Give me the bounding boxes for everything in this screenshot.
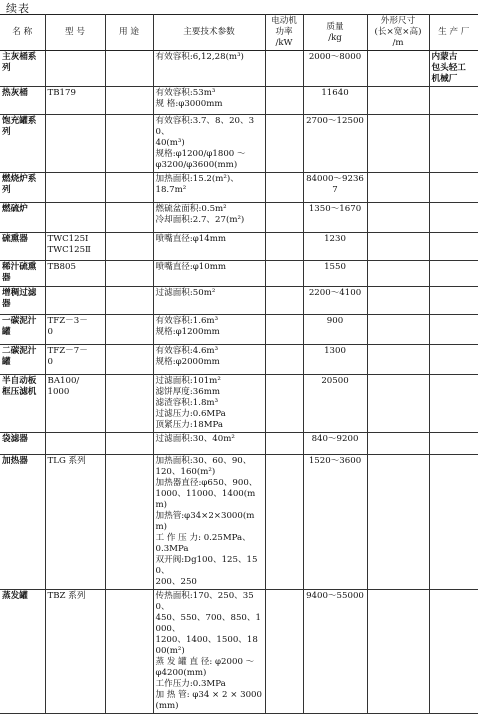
cell-dims [367,51,429,87]
cell-params: 喷嘴直径:φ10mm [153,261,265,287]
cell-power [265,287,303,315]
equipment-spec-table [0,14,478,714]
cell-params: 有效容积:53m³ 规 格:φ3000mm [153,87,265,115]
cell-model [45,433,105,455]
cell-name: 饱充罐系 列 [0,115,45,173]
cell-maker [429,375,478,433]
cell-maker [429,287,478,315]
cell-use [105,590,153,714]
cell-mass: 20500 [303,375,367,433]
cell-model: TBZ 系列 [45,590,105,714]
cell-params: 过滤面积:30、40m² [153,433,265,455]
cell-params: 有效容积:1.6m³ 规格:φ1200mm [153,315,265,345]
cell-dims [367,345,429,375]
cell-params: 有效容积:3.7、8、20、30、 40(m³) 规格:φ1200/φ1800 ～ φ3200/φ3600(mm) [153,115,265,173]
cell-use [105,375,153,433]
col-header-mass: 质量 /kg [303,15,367,51]
cell-power [265,345,303,375]
cell-use [105,433,153,455]
cell-dims [367,315,429,345]
cell-mass: 2200～4100 [303,287,367,315]
col-header-maker: 生 产 厂 [429,15,478,51]
cell-power [265,115,303,173]
cell-params: 过滤面积:50m² [153,287,265,315]
cell-maker [429,315,478,345]
cell-dims [367,433,429,455]
cell-name: 一碳泥汁 罐 [0,315,45,345]
cell-model [45,287,105,315]
table-row [0,287,478,315]
cell-model [45,173,105,203]
col-header-params: 主要技术参数 [153,15,265,51]
cell-maker [429,173,478,203]
cell-params: 有效容积:4.6m³ 规格:φ2000mm [153,345,265,375]
cell-power [265,375,303,433]
cell-model: TWC125Ⅰ TWC125Ⅱ [45,233,105,261]
cell-name: 袋滤器 [0,433,45,455]
cell-model: BA100/ 1000 [45,375,105,433]
cell-dims [367,173,429,203]
cell-maker [429,433,478,455]
cell-dims [367,375,429,433]
cell-dims [367,203,429,233]
cell-params: 有效容积:6,12,28(m³) [153,51,265,87]
table-row [0,375,478,433]
cell-use [105,233,153,261]
cell-use [105,203,153,233]
table-row [0,455,478,590]
cell-mass: 1230 [303,233,367,261]
col-header-model: 型 号 [45,15,105,51]
table-row [0,433,478,455]
cell-maker [429,233,478,261]
cell-dims [367,233,429,261]
cell-model: TB179 [45,87,105,115]
table-row [0,345,478,375]
cell-use [105,345,153,375]
cell-dims [367,115,429,173]
header-row [0,15,478,51]
cell-model [45,115,105,173]
table-row [0,261,478,287]
cell-power [265,261,303,287]
cell-params: 燃硫盆面积:0.5m² 冷却面积:2.7、27(m²) [153,203,265,233]
cell-maker: 内蒙古 包头轻工 机械厂 [429,51,478,87]
cell-maker [429,87,478,115]
cell-name: 增稠过滤 器 [0,287,45,315]
col-header-dims: 外形尺寸 (长×宽×高) /m [367,15,429,51]
cell-power [265,87,303,115]
cell-name: 燃烧炉系 列 [0,173,45,203]
cell-use [105,51,153,87]
cell-dims [367,287,429,315]
table-row [0,115,478,173]
cell-mass: 840～9200 [303,433,367,455]
col-header-name: 名 称 [0,15,45,51]
cell-use [105,173,153,203]
cell-mass: 84000～92367 [303,173,367,203]
table-row [0,173,478,203]
cell-name: 蒸发罐 [0,590,45,714]
cell-mass: 1300 [303,345,367,375]
table-row [0,315,478,345]
cell-name: 硫熏器 [0,233,45,261]
cell-model: TFZ－7－ 0 [45,345,105,375]
cell-maker [429,261,478,287]
cell-name: 稀汁硫熏 器 [0,261,45,287]
cell-model [45,203,105,233]
cell-mass: 9400～55000 [303,590,367,714]
cell-mass: 11640 [303,87,367,115]
cell-power [265,203,303,233]
table-row [0,51,478,87]
cell-name: 加热器 [0,455,45,590]
col-header-use: 用 途 [105,15,153,51]
cell-maker [429,115,478,173]
cell-params: 加热面积:30、60、90、 120、160(m²) 加热器直径:φ650、900、 1000、11000、1400(mm) 加热管:φ34×2×3000(mm) 工 作 压 力: 0.25MPa、 0.3MPa 双开阀:Dg100、125、150、 200、250 [153,455,265,590]
table-row [0,87,478,115]
cell-params: 加热面积:15.2(m²)、 18.7m² [153,173,265,203]
cell-name: 主灰桶系 列 [0,51,45,87]
cell-maker [429,203,478,233]
cell-maker [429,345,478,375]
cell-power [265,315,303,345]
cell-use [105,261,153,287]
table-row [0,233,478,261]
cell-use [105,115,153,173]
cell-maker [429,455,478,590]
cell-dims [367,455,429,590]
cell-power [265,233,303,261]
cell-power [265,455,303,590]
cell-dims [367,87,429,115]
table-row [0,203,478,233]
cell-mass: 1550 [303,261,367,287]
cell-mass: 1350～1670 [303,203,367,233]
cell-mass: 2700～12500 [303,115,367,173]
cell-mass: 900 [303,315,367,345]
cell-model: TLG 系列 [45,455,105,590]
cell-params: 传热面积:170、250、350、 450、550、700、850、1000、 1200、1400、1500、1800(m²) 蒸 发 罐 直 径: φ2000 ～ φ4200(mm) 工作压力:0.3MPa 加 热 管: φ34 × 2 × 3000 (mm) [153,590,265,714]
cell-dims [367,261,429,287]
cell-model [45,51,105,87]
cell-model: TFZ－3－ 0 [45,315,105,345]
cell-params: 喷嘴直径:φ14mm [153,233,265,261]
cell-power [265,51,303,87]
cell-power [265,433,303,455]
cell-mass: 2000～8000 [303,51,367,87]
table-row [0,590,478,714]
col-header-power: 电动机功率 /kW [265,15,303,51]
cell-use [105,455,153,590]
cell-name: 燃硫炉 [0,203,45,233]
cell-maker [429,590,478,714]
cell-use [105,87,153,115]
cell-name: 热灰桶 [0,87,45,115]
cell-params: 过滤面积:101m² 滤饼厚度:36mm 滤渣容积:1.8m³ 过滤压力:0.6MPa 顶紧压力:18MPa [153,375,265,433]
cell-power [265,173,303,203]
cell-model: TB805 [45,261,105,287]
cell-name: 半自动板 框压滤机 [0,375,45,433]
cell-name: 二碳泥汁 罐 [0,345,45,375]
cell-use [105,315,153,345]
table-caption: 续表 [6,2,30,15]
cell-power [265,590,303,714]
cell-use [105,287,153,315]
cell-mass: 1520～3600 [303,455,367,590]
cell-dims [367,590,429,714]
